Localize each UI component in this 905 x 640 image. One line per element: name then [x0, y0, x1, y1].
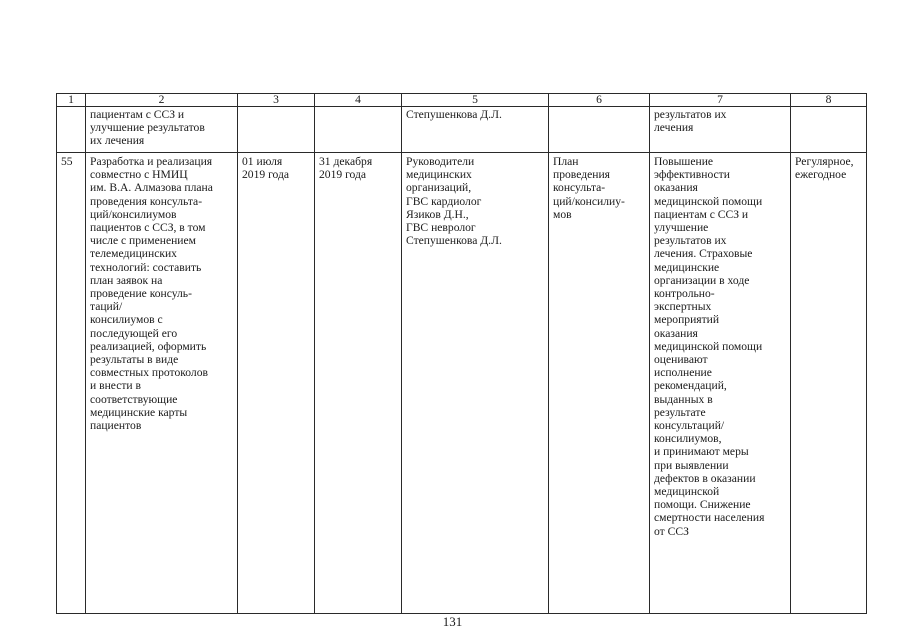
- cell-text-line: числе с применением: [90, 234, 196, 248]
- continuation-row: [57, 107, 867, 153]
- cell-text-line: проведения: [553, 168, 610, 182]
- cell-text-line: реализацией, оформить: [90, 339, 207, 353]
- cell-text-line: при выявлении: [654, 458, 729, 472]
- cell-end-date: [315, 107, 402, 153]
- cell-activity: [86, 153, 238, 614]
- cell-text-line: их лечения: [90, 134, 145, 148]
- cell-text-line: проведения консульта-: [90, 194, 203, 208]
- column-header: 8: [791, 94, 867, 107]
- cell-text-line: эффективности: [654, 168, 730, 182]
- cell-start-date: [238, 153, 315, 614]
- cell-text-line: совместно с НМИЦ: [90, 168, 188, 182]
- cell-text-line: результате: [654, 405, 706, 419]
- cell-text-line: ежегодное: [795, 168, 847, 182]
- cell-text-line: организаций,: [406, 181, 472, 195]
- cell-text-line: план заявок на: [90, 273, 163, 287]
- cell-text-line: телемедицинских: [90, 247, 177, 261]
- cell-text-line: оказания: [654, 326, 698, 340]
- cell-text-line: улучшение результатов: [90, 121, 205, 135]
- column-header: 6: [549, 94, 650, 107]
- action-plan-table: [56, 93, 867, 614]
- cell-end-date: [315, 153, 402, 614]
- cell-text-line: ГВС невролог: [406, 221, 476, 235]
- cell-text-line: консультаций/: [654, 419, 725, 433]
- cell-result-document: [549, 107, 650, 153]
- cell-frequency: [791, 107, 867, 153]
- cell-start-date: [238, 107, 315, 153]
- cell-text-line: экспертных: [654, 300, 712, 314]
- cell-text-line: от ССЗ: [654, 524, 689, 538]
- cell-text-line: соответствующие: [90, 392, 178, 406]
- cell-text-line: лечения. Страховые: [654, 247, 753, 261]
- cell-text-line: организации в ходе: [654, 273, 750, 287]
- cell-text-line: План: [553, 155, 579, 168]
- cell-text-line: ций/консилиу-: [553, 194, 625, 208]
- cell-text-line: контрольно-: [654, 287, 715, 301]
- cell-text-line: Степушенкова Д.Л.: [406, 108, 502, 121]
- cell-text-line: результатов их: [654, 108, 727, 121]
- cell-text-line: помощи. Снижение: [654, 498, 751, 512]
- cell-text-line: пациентов: [90, 419, 142, 433]
- cell-text-line: и принимают меры: [654, 445, 749, 459]
- cell-text-line: таций/: [90, 300, 123, 314]
- cell-frequency: [791, 153, 867, 614]
- cell-text-line: мов: [553, 207, 572, 221]
- cell-text-line: Руководители: [406, 155, 475, 168]
- cell-text-line: лечения: [654, 121, 694, 135]
- cell-activity: [86, 107, 238, 153]
- cell-text-line: медицинские: [654, 260, 720, 274]
- cell-text-line: исполнение: [654, 366, 712, 380]
- cell-text-line: смертности населения: [654, 511, 765, 525]
- cell-text-line: медицинских: [406, 168, 472, 182]
- cell-text-line: пациентов с ССЗ, в том: [90, 221, 206, 235]
- cell-text-line: медицинской помощи: [654, 194, 763, 208]
- cell-text-line: Повышение: [654, 155, 714, 168]
- cell-result-document: [549, 153, 650, 614]
- cell-text-line: Язиков Д.Н.,: [406, 207, 469, 221]
- column-header: 4: [315, 94, 402, 107]
- page-number: 131: [442, 614, 463, 629]
- cell-text-line: Разработка и реализация: [90, 155, 213, 168]
- cell-text-line: медицинской: [654, 485, 720, 499]
- cell-text-line: 2019 года: [319, 168, 367, 182]
- cell-text-line: выданных в: [654, 392, 713, 406]
- cell-text-line: совместных протоколов: [90, 366, 208, 380]
- column-header: 7: [650, 94, 791, 107]
- cell-text-line: проведение консуль-: [90, 287, 192, 301]
- column-number-header-row: [57, 94, 867, 107]
- cell-number: 55: [57, 153, 86, 614]
- cell-text-line: дефектов в оказании: [654, 471, 756, 485]
- cell-text-line: оказания: [654, 181, 698, 195]
- column-header: 3: [238, 94, 315, 107]
- cell-text-line: улучшение: [654, 221, 709, 235]
- cell-text-line: медицинской помощи: [654, 339, 763, 353]
- cell-text-line: мероприятий: [654, 313, 720, 327]
- cell-text-line: пациентам с ССЗ и: [90, 108, 185, 121]
- cell-text-line: им. В.А. Алмазова плана: [90, 181, 213, 195]
- cell-text-line: технологий: составить: [90, 260, 202, 274]
- table-row-55: [57, 153, 867, 614]
- cell-number: [57, 107, 86, 153]
- cell-text-line: ций/консилиумов: [90, 207, 177, 221]
- cell-text-line: консульта-: [553, 181, 606, 195]
- cell-text-line: результаты в виде: [90, 353, 179, 367]
- cell-text-line: медицинские карты: [90, 405, 188, 419]
- cell-text-line: ГВС кардиолог: [406, 194, 482, 208]
- cell-expected-outcome: [650, 153, 791, 614]
- cell-text-line: результатов их: [654, 234, 727, 248]
- cell-text-line: консилиумов с: [90, 313, 163, 327]
- cell-text-line: и внести в: [90, 379, 142, 393]
- column-header: 5: [402, 94, 549, 107]
- cell-text-line: 2019 года: [242, 168, 290, 182]
- cell-text-line: последующей его: [90, 326, 178, 340]
- cell-text-line: рекомендаций,: [654, 379, 727, 393]
- cell-text-line: 31 декабря: [319, 155, 373, 168]
- cell-text-line: Степушенкова Д.Л.: [406, 234, 502, 248]
- cell-responsible: [402, 153, 549, 614]
- cell-text-line: консилиумов,: [654, 432, 722, 446]
- column-header: 1: [57, 94, 86, 107]
- column-header: 2: [86, 94, 238, 107]
- cell-text-line: 01 июля: [242, 155, 283, 168]
- cell-responsible: [402, 107, 549, 153]
- cell-text-line: Регулярное,: [795, 155, 854, 168]
- cell-text-line: оценивают: [654, 353, 708, 367]
- cell-expected-outcome: [650, 107, 791, 153]
- cell-text-line: пациентам с ССЗ и: [654, 207, 749, 221]
